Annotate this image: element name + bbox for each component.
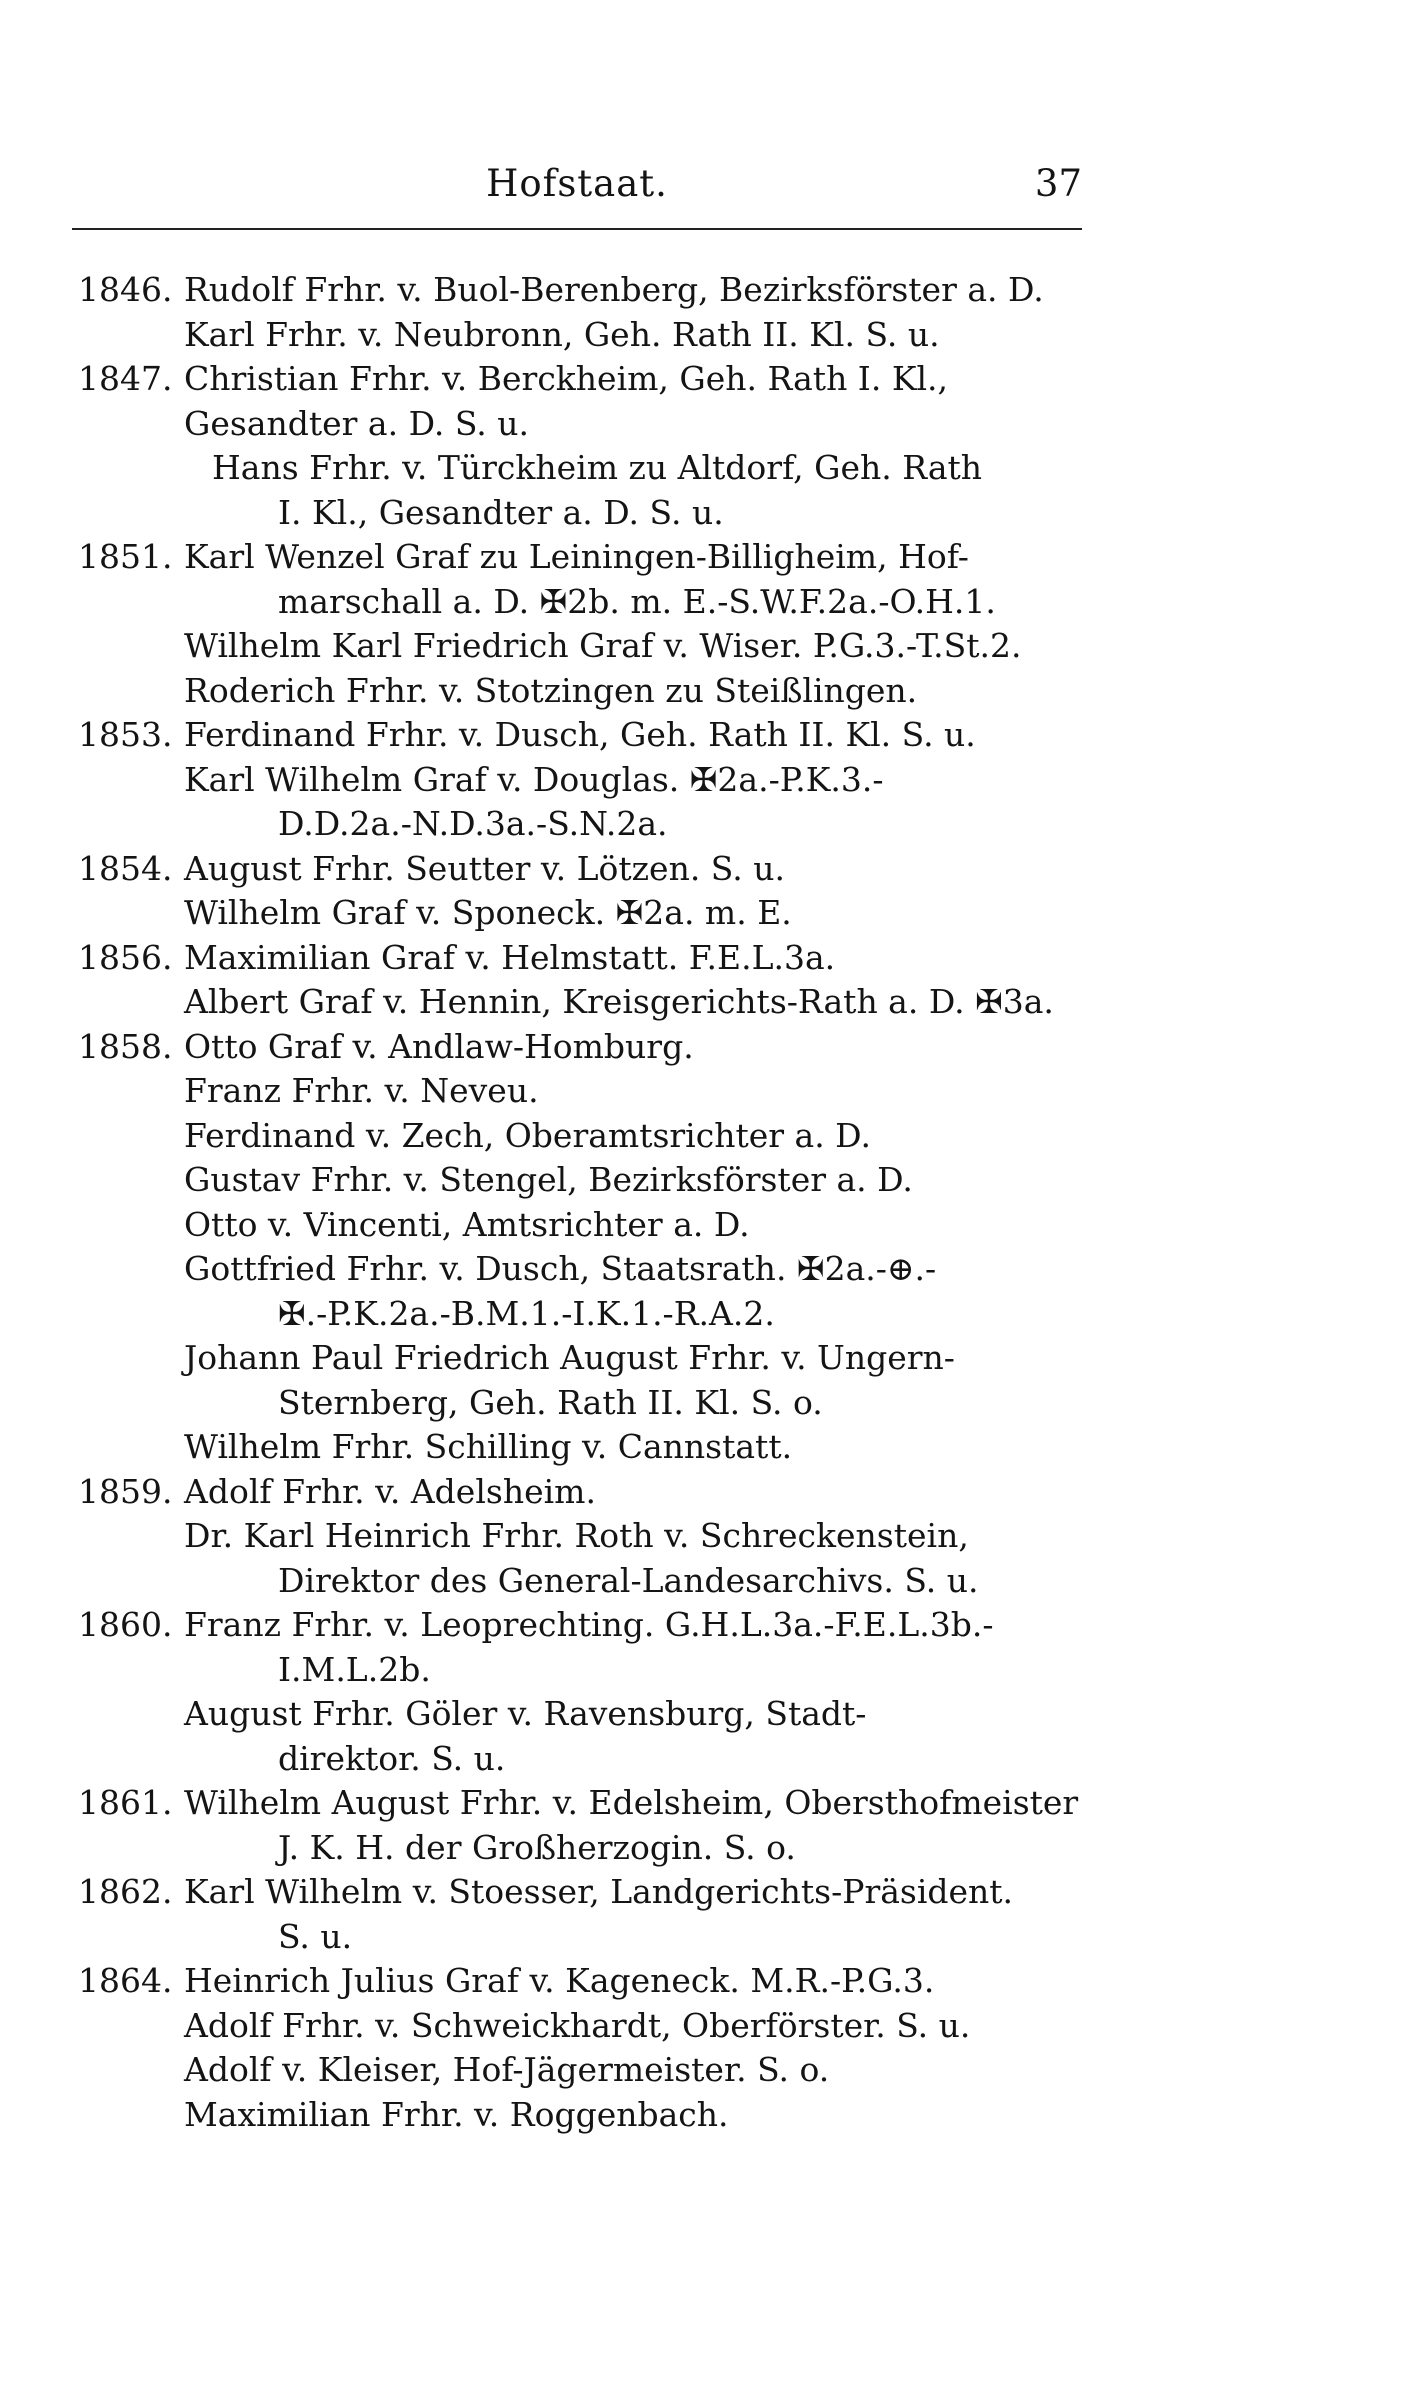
entry-text: Gustav Frhr. v. Stengel, Bezirksförster a. D. [184,1160,913,1199]
entry-line [0,491,1420,536]
entry-text: Franz Frhr. v. Leoprechting. G.H.L.3a.-F.E.L.3b.- [184,1605,994,1644]
entry-line [0,580,1420,625]
entry-year: 1860. [78,1605,173,1644]
entry-list [0,268,1420,2137]
entry-text: Karl Wilhelm v. Stoesser, Landgerichts-Präsident. [184,1872,1014,1911]
entry-line [0,1959,1420,2004]
entry-text: Adolf v. Kleiser, Hof-Jägermeister. S. o. [184,2050,830,2089]
entry-text: Franz Frhr. v. Neveu. [184,1071,539,1110]
entry-text: Ferdinand Frhr. v. Dusch, Geh. Rath II. Kl. S. u. [184,715,976,754]
entry-line [0,535,1420,580]
entry-year: 1851. [78,537,173,576]
entry-line [0,936,1420,981]
entry-line [0,1737,1420,1782]
entry-line [0,1692,1420,1737]
entry-text: Dr. Karl Heinrich Frhr. Roth v. Schreckenstein, [184,1516,969,1555]
entry-text: direktor. S. u. [278,1738,506,1778]
entry-text: Karl Wenzel Graf zu Leiningen-Billigheim, Hof- [184,537,969,576]
entry-text: Gesandter a. D. S. u. [184,403,530,443]
entry-year: 1858. [78,1026,173,1066]
entry-year: 1854. [78,848,173,888]
entry-line [0,1648,1420,1693]
entry-text: J. K. H. der Großherzogin. S. o. [278,1827,796,1867]
entry-text: I. Kl., Gesandter a. D. S. u. [278,492,724,532]
entry-line [0,847,1420,892]
entry-text: Otto v. Vincenti, Amtsrichter a. D. [184,1204,750,1244]
entry-text: Sternberg, Geh. Rath II. Kl. S. o. [278,1382,823,1422]
entry-text: S. u. [278,1916,353,1956]
entry-year: 1853. [78,715,173,754]
entry-text: Adolf Frhr. v. Schweickhardt, Oberförster. S. u. [184,2005,971,2045]
entry-line [0,1781,1420,1826]
entry-line [0,1870,1420,1915]
entry-text: Maximilian Graf v. Helmstatt. F.E.L.3a. [184,937,836,977]
entry-year: 1846. [78,270,173,309]
entry-line [0,713,1420,758]
entry-line [0,669,1420,714]
entry-line [0,1203,1420,1248]
entry-text: Albert Graf v. Hennin, Kreisgerichts-Rath a. D. ✠3a. [184,982,1054,1021]
entry-line [0,802,1420,847]
entry-line [0,1514,1420,1559]
entry-text: Wilhelm August Frhr. v. Edelsheim, Obersthofmeister [184,1783,1079,1822]
entry-line [0,268,1420,313]
entry-text: August Frhr. Seutter v. Lötzen. S. u. [184,848,785,888]
entry-line [0,1158,1420,1203]
entry-line [0,1603,1420,1648]
entry-line [0,2093,1420,2138]
entry-line [0,313,1420,358]
entry-text: I.M.L.2b. [278,1649,431,1689]
entry-line [0,624,1420,669]
entry-text: Hans Frhr. v. Türckheim zu Altdorf, Geh. Rath [212,448,983,487]
entry-text: August Frhr. Göler v. Ravensburg, Stadt- [184,1694,867,1733]
entry-text: Maximilian Frhr. v. Roggenbach. [184,2094,729,2134]
entry-text: Johann Paul Friedrich August Frhr. v. Ungern- [184,1338,955,1377]
entry-year: 1864. [78,1961,173,2000]
entry-line [0,1915,1420,1960]
entry-year: 1861. [78,1783,173,1822]
entry-line [0,1069,1420,1114]
entry-text: Ferdinand v. Zech, Oberamtsrichter a. D. [184,1115,871,1155]
entry-line [0,1559,1420,1604]
entry-line [0,2004,1420,2049]
entry-text: Wilhelm Karl Friedrich Graf v. Wiser. P.G.3.-T.St.2. [184,626,1022,665]
page-title: Hofstaat. [486,162,668,205]
entry-text: marschall a. D. ✠2b. m. E.-S.W.F.2a.-O.H.1. [278,581,996,621]
entry-text: Karl Frhr. v. Neubronn, Geh. Rath II. Kl. S. u. [184,314,940,354]
entry-text: Direktor des General-Landesarchivs. S. u. [278,1560,979,1600]
entry-line [0,1247,1420,1292]
entry-line [0,357,1420,402]
entry-line [0,1470,1420,1515]
entry-text: ✠.-P.K.2a.-B.M.1.-I.K.1.-R.A.2. [278,1293,775,1333]
entry-line [0,1826,1420,1871]
entry-year: 1862. [78,1872,173,1911]
entry-text: Otto Graf v. Andlaw-Homburg. [184,1026,694,1066]
entry-text: Rudolf Frhr. v. Buol-Berenberg, Bezirksförster a. D. [184,270,1044,309]
entry-year: 1859. [78,1471,173,1511]
entry-line [0,1292,1420,1337]
page-header [72,162,1082,222]
entry-text: Roderich Frhr. v. Stotzingen zu Steißlingen. [184,670,918,710]
entry-text: Gottfried Frhr. v. Dusch, Staatsrath. ✠2a.-⊕.- [184,1249,937,1288]
entry-line [0,758,1420,803]
entry-text: D.D.2a.-N.D.3a.-S.N.2a. [278,804,668,843]
entry-line [0,2048,1420,2093]
entry-text: Wilhelm Frhr. Schilling v. Cannstatt. [184,1427,793,1466]
entry-line [0,1425,1420,1470]
entry-text: Karl Wilhelm Graf v. Douglas. ✠2a.-P.K.3.- [184,759,884,799]
entry-line [0,402,1420,447]
entry-line [0,1381,1420,1426]
entry-text: Christian Frhr. v. Berckheim, Geh. Rath I. Kl., [184,359,949,398]
page-number: 37 [1034,162,1082,205]
header-divider [72,228,1082,230]
entry-line [0,980,1420,1025]
entry-line [0,446,1420,491]
entry-year: 1847. [78,359,173,398]
entry-line [0,1114,1420,1159]
entry-text: Heinrich Julius Graf v. Kageneck. M.R.-P.G.3. [184,1961,935,2000]
entry-line [0,891,1420,936]
entry-text: Wilhelm Graf v. Sponeck. ✠2a. m. E. [184,893,792,932]
entry-line [0,1336,1420,1381]
entry-text: Adolf Frhr. v. Adelsheim. [184,1471,596,1511]
entry-year: 1856. [78,937,173,977]
entry-line [0,1025,1420,1070]
